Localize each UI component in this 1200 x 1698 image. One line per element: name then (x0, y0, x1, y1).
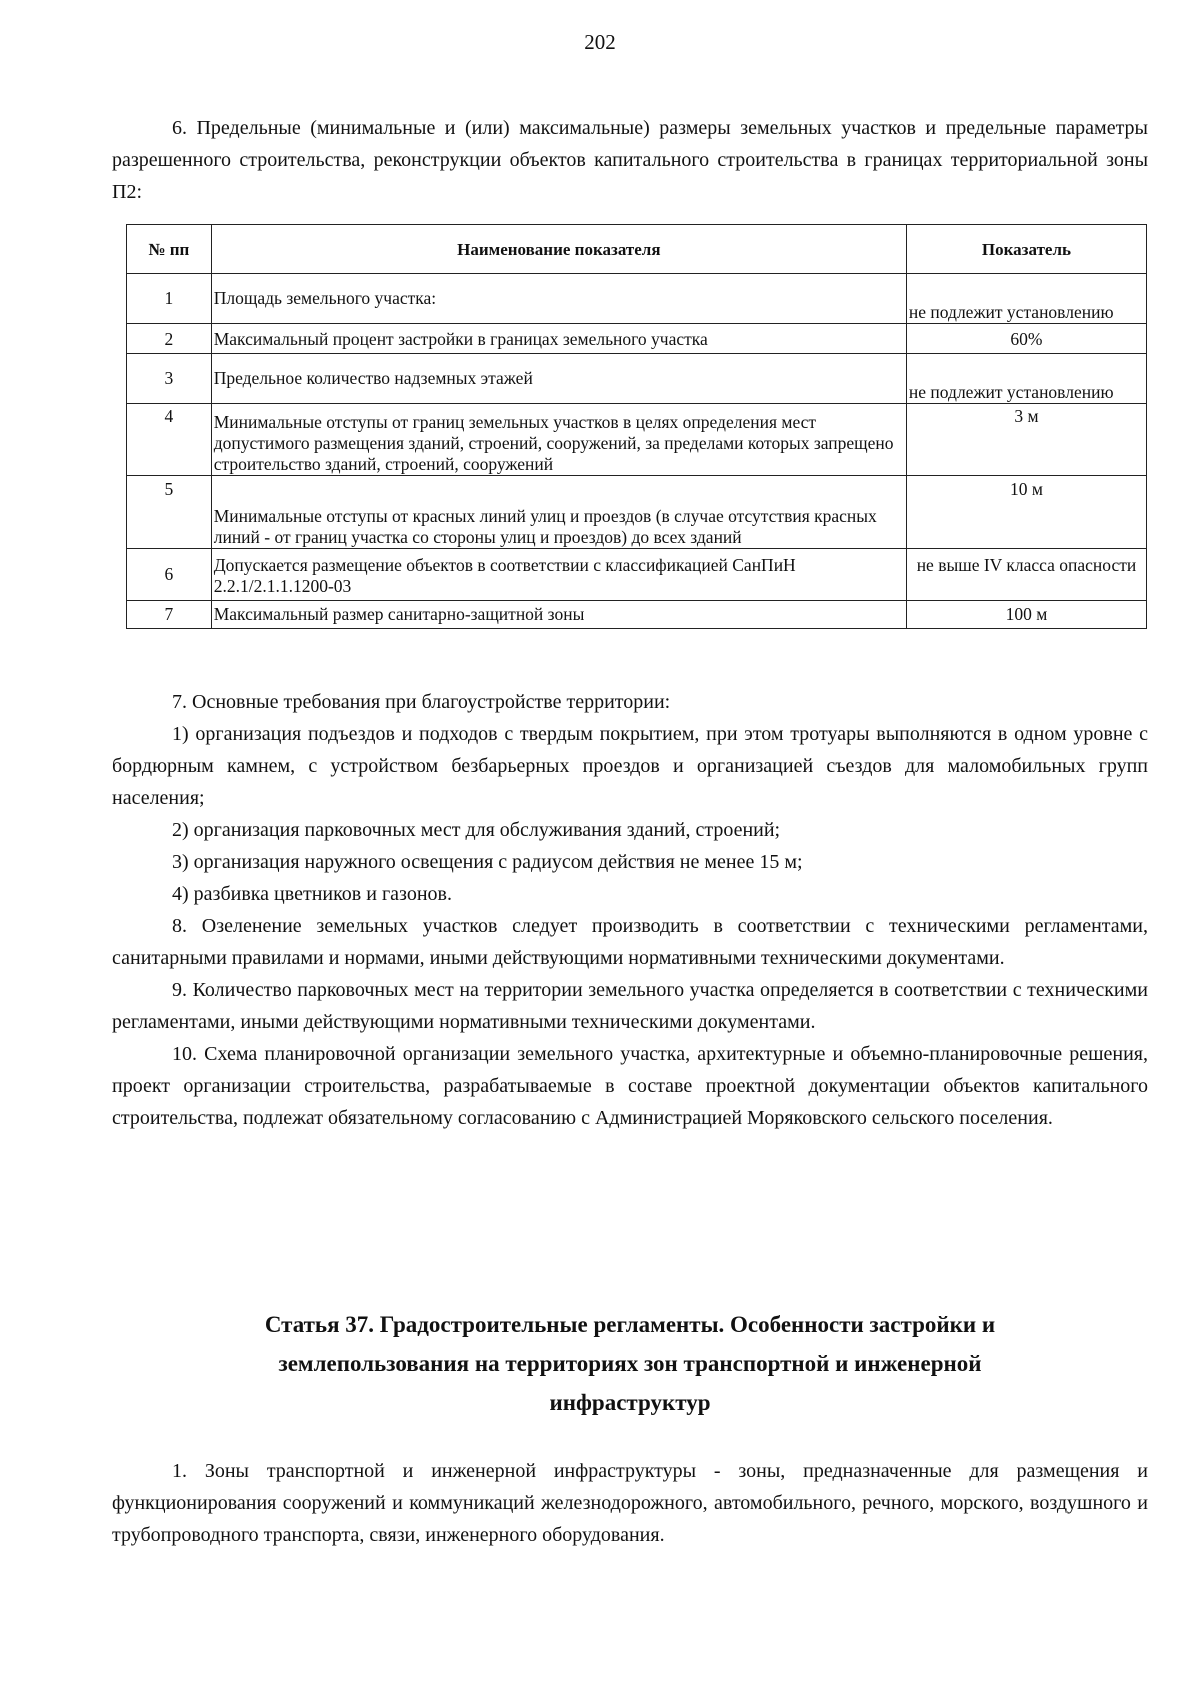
item-8: 8. Озеленение земельных участков следует производить в соответствии с техническими регламентами, санитарными правилами и нормами, иными действующими нормативными техническими документами. (112, 915, 1148, 969)
row-name: Максимальный размер санитарно-защитной зоны (211, 601, 906, 629)
item-7-sub-4: 4) разбивка цветников и газонов. (172, 883, 452, 905)
row-name: Максимальный процент застройки в границах земельного участка (211, 324, 906, 354)
row-name: Допускается размещение объектов в соответствии с классификацией СанПиН 2.2.1/2.1.1.1200-03 (211, 549, 906, 601)
table-header-row (127, 225, 1147, 274)
page-number: 202 (584, 30, 616, 54)
row-value: не подлежит установлению (906, 274, 1146, 324)
table-row (127, 274, 1147, 324)
article-heading-line-1: Статья 37. Градостроительные регламенты. Особенности застройки и (264, 1312, 996, 1337)
row-number: 4 (127, 404, 212, 476)
table-row (127, 549, 1147, 601)
item-7-title: 7. Основные требования при благоустройстве территории: (172, 691, 671, 713)
row-value: не подлежит установлению (906, 354, 1146, 404)
item-7-sub-2: 2) организация парковочных мест для обслуживания зданий, строений; (172, 819, 781, 841)
row-number: 6 (127, 549, 212, 601)
header-indicator-value: Показатель (906, 225, 1146, 274)
table-row (127, 404, 1147, 476)
article-heading (112, 1305, 1148, 1422)
row-name: Предельное количество надземных этажей (211, 354, 906, 404)
row-number: 7 (127, 601, 212, 629)
row-value: 3 м (906, 404, 1146, 476)
row-value: 100 м (906, 601, 1146, 629)
item-10: 10. Схема планировочной организации земельного участка, архитектурные и объемно-планировочные решения, проект организации строительства, разрабатываемые в составе проектной документации объектов капитального строительства, подлежат обязательному согласованию с Администрацией Моряковского сельского поселения. (112, 1043, 1148, 1129)
row-name: Минимальные отступы от границ земельных участков в целях определения мест допустимого размещения зданий, строений, сооружений, за пределами которых запрещено строительство зданий, строений, сооружений (211, 404, 906, 476)
table-row (127, 354, 1147, 404)
row-number: 2 (127, 324, 212, 354)
row-number: 5 (127, 476, 212, 549)
row-value: 10 м (906, 476, 1146, 549)
item-9: 9. Количество парковочных мест на территории земельного участка определяется в соответствии с техническими регламентами, иными действующими нормативными техническими документами. (112, 979, 1148, 1033)
table-row (127, 476, 1147, 549)
row-number: 1 (127, 274, 212, 324)
row-number: 3 (127, 354, 212, 404)
row-name: Площадь земельного участка: (211, 274, 906, 324)
article-heading-line-2: землепользования на территориях зон транспортной и инженерной (278, 1351, 982, 1376)
item-7-sub-3: 3) организация наружного освещения с радиусом действия не менее 15 м; (172, 851, 803, 873)
row-value: не выше IV класса опасности (906, 549, 1146, 601)
table-row (127, 601, 1147, 629)
parameters-table (126, 224, 1147, 629)
row-value: 60% (906, 324, 1146, 354)
table-row (127, 324, 1147, 354)
article-heading-line-3: инфраструктур (549, 1390, 711, 1415)
header-indicator-name: Наименование показателя (211, 225, 906, 274)
header-number: № пп (127, 225, 212, 274)
item-7-sub-1: 1) организация подъездов и подходов с твердым покрытием, при этом тротуары выполняются в одном уровне с бордюрным камнем, с устройством безбарьерных проездов и организацией съездов для маломобильных групп населения; (112, 723, 1148, 809)
row-name: Минимальные отступы от красных линий улиц и проездов (в случае отсутствия красных линий - от границ участка со стороны улиц и проездов) до всех зданий (211, 476, 906, 549)
intro-paragraph: 6. Предельные (минимальные и (или) максимальные) размеры земельных участков и предельные параметры разрешенного строительства, реконструкции объектов капитального строительства в границах территориальной зоны П2: (112, 117, 1148, 203)
article-paragraph-1: 1. Зоны транспортной и инженерной инфраструктуры - зоны, предназначенные для размещения и функционирования сооружений и коммуникаций железнодорожного, автомобильного, речного, морского, воздушного и трубопроводного транспорта, связи, инженерного оборудования. (112, 1460, 1148, 1546)
